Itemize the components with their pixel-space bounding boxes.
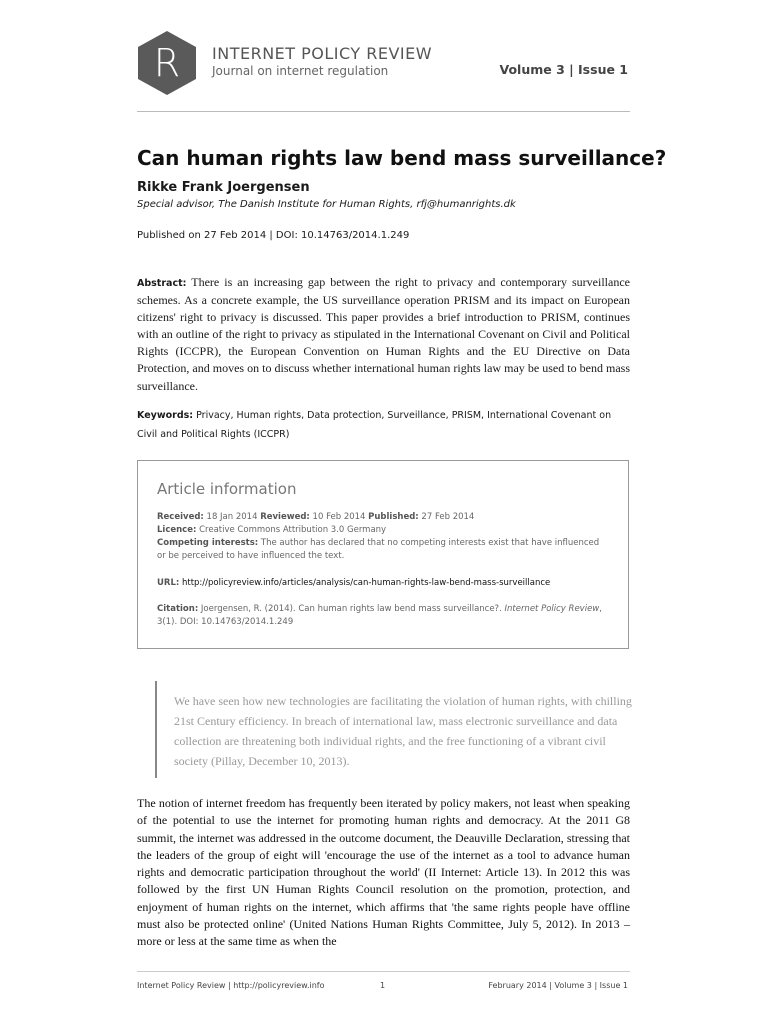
article-info-heading: Article information <box>157 480 297 498</box>
block-quote: We have seen how new technologies are facilitating the violation of human rights, with chilling 21st Century efficiency. In breach of international law, mass electronic surveillance and data collection are threatening both individual rights, and the free functioning of a vibrant civil society (Pillay, December 10, 2013). <box>174 694 632 768</box>
published-label: Published: <box>368 512 419 522</box>
received-label: Received: <box>157 512 204 522</box>
licence-line <box>157 525 386 535</box>
footer-issue: February 2014 | Volume 3 | Issue 1 <box>488 981 628 990</box>
url-label: URL: <box>157 578 180 588</box>
volume-issue: Volume 3 | Issue 1 <box>499 62 628 77</box>
competing-text-2: or be perceived to have influenced the text. <box>157 551 345 561</box>
abstract <box>137 274 630 395</box>
journal-tagline: Journal on internet regulation <box>212 64 389 78</box>
logo-letter: R <box>153 41 181 85</box>
author-affiliation: Special advisor, The Danish Institute for Human Rights, rfj@humanrights.dk <box>137 199 516 210</box>
footer-journal: Internet Policy Review | http://policyreview.info <box>137 981 325 990</box>
dates-line <box>157 512 474 522</box>
reviewed-label: Reviewed: <box>260 512 310 522</box>
citation-journal: Internet Policy Review <box>504 604 600 614</box>
page-number: 1 <box>380 981 386 990</box>
published-date: 27 Feb 2014 <box>421 512 475 522</box>
header-divider <box>137 111 630 112</box>
reviewed-date: 10 Feb 2014 <box>312 512 366 522</box>
publication-info: Published on 27 Feb 2014 | DOI: 10.14763/2014.1.249 <box>137 230 410 241</box>
citation-text: Joergensen, R. (2014). Can human rights law bend mass surveillance?. <box>200 604 502 614</box>
footer-divider <box>137 971 630 972</box>
licence-label: Licence: <box>157 525 197 535</box>
author-name: Rikke Frank Joergensen <box>137 180 310 195</box>
received-date: 18 Jan 2014 <box>206 512 258 522</box>
citation-line: Citation: Joergensen, R. (2014). Can human rights law bend mass surveillance?. Internet Policy Review, <box>157 604 602 614</box>
competing-label: Competing interests: <box>157 538 259 548</box>
competing-text-1: The author has declared that no competing interests exist that have influenced <box>260 538 600 548</box>
keywords <box>137 406 630 444</box>
journal-name: INTERNET POLICY REVIEW <box>212 44 433 63</box>
abstract-text: There is an increasing gap between the right to privacy and contemporary surveillance schemes. As a concrete example, the US surveillance operation PRISM and its impact on European citizens' right to privacy is discussed. This paper provides a brief introduction to PRISM, continues with an outline of the right to privacy as stipulated in the International Covenant on Civil and Political Rights (ICCPR), the European Convention on Human Rights and the EU Directive on Data Protection, and moves on to discuss whether international human rights law may be used to bend mass surveillance. <box>137 275 630 393</box>
citation-doi: 3(1). DOI: 10.14763/2014.1.249 <box>157 617 294 627</box>
article-info-box <box>137 460 629 649</box>
journal-logo-icon <box>137 30 197 96</box>
url-line <box>157 578 550 588</box>
article-url-link[interactable]: http://policyreview.info/articles/analysis/can-human-rights-law-bend-mass-surveillance <box>181 578 551 588</box>
body-paragraph: The notion of internet freedom has frequently been iterated by policy makers, not least when speaking of the potential to use the internet for promoting human rights and democracy. At the 2011 G8 summit, the internet was addressed in the outcome document, the Deauville Declaration, stressing that the leaders of the group of eight will 'encourage the use of the internet as a tool to advance human rights and democratic participation throughout the world' (II Internet: Article 13). In 2012 this was followed by the first UN Human Rights Council resolution on the promotion, protection, and enjoyment of human rights on the internet, which affirms that 'the same rights people have offline must also be protected online' (United Nations Human Rights Committee, July 5, 2012). In 2013 – more or less at the same time as when the <box>137 796 630 949</box>
abstract-label: Abstract: <box>137 278 187 289</box>
keywords-text: Privacy, Human rights, Data protection, Surveillance, PRISM, International Covenant on Civil and Political Rights (ICCPR) <box>137 410 612 440</box>
article-title: Can human rights law bend mass surveillance? <box>137 146 667 170</box>
keywords-label: Keywords: <box>137 410 194 421</box>
citation-label: Citation: <box>157 604 199 614</box>
licence-value: Creative Commons Attribution 3.0 Germany <box>199 525 387 535</box>
competing-line <box>157 538 599 548</box>
quote-bar <box>155 681 157 778</box>
